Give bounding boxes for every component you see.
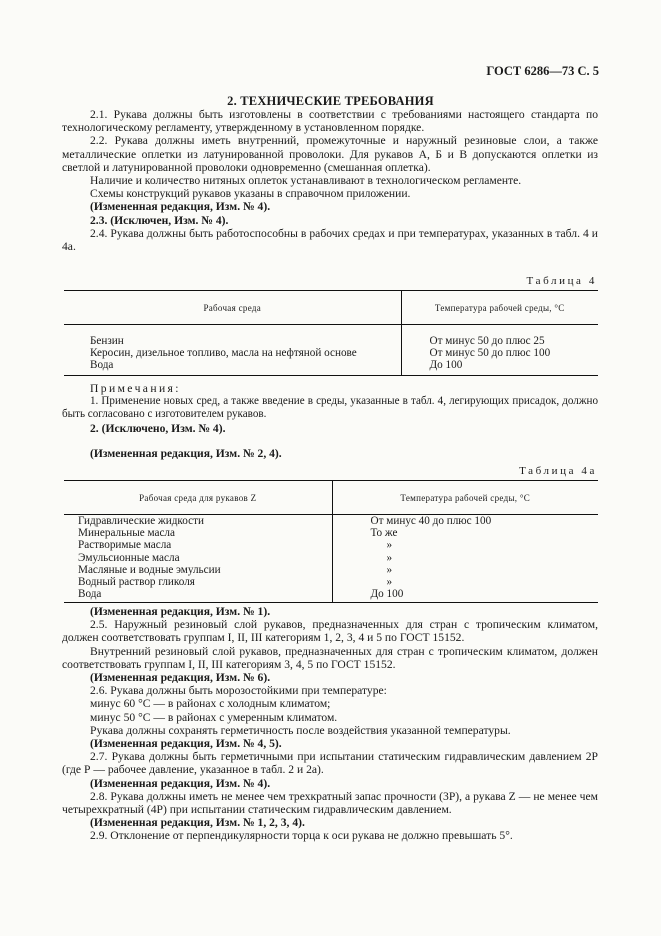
- table-4a-header-medium: Рабочая среда для рукавов Z: [64, 481, 332, 515]
- clause-2-7: 2.7. Рукава должны быть герметичными при испытании статическим гидравлическим давлением 2Р (где Р — рабочее давление, указанное в табл. 2 и 2а).: [62, 750, 598, 777]
- requirements-block-1: [62, 108, 598, 253]
- clause-2-8: 2.8. Рукава должны иметь не менее чем трехкратный запас прочности (3Р), а рукава Z — не менее чем четырехкратный (4Р) при испытании статическим гидравлическим давлением.: [62, 789, 598, 817]
- table-row: Минеральные масла То же: [64, 527, 598, 539]
- revision-note: (Измененная редакция, Изм. № 4).: [90, 776, 271, 790]
- clause-2-3: 2.3. (Исключен, Изм. № 4).: [90, 213, 229, 227]
- table-row: Растворимые масла »: [64, 539, 598, 551]
- revision-note: (Измененная редакция, Изм. № 4).: [90, 200, 271, 214]
- clause-2-5-inner-layer: Внутренний резиновый слой рукавов, предназначенных для стран с тропическим климатом, должен соответствовать группам I, II, III категориям 3, 4, 5 по ГОСТ 15152.: [62, 644, 598, 671]
- requirements-block-2: [62, 605, 598, 843]
- clause-2-2: 2.2. Рукава должны иметь внутренний, промежуточные и наружный резиновые слои, а также металлические оплетки из латунированной проволоки. Для рукавов А, Б и В допускаются оплетки из светлой и латунированной проволоки одновременно (смешанная оплетка).: [62, 134, 598, 174]
- table-4a-caption: Таблица 4а: [519, 465, 597, 477]
- clause-2-6-cold: минус 60 °С — в районах с холодным климатом;: [90, 697, 331, 711]
- revision-note: (Измененная редакция, Изм. № 1).: [90, 605, 271, 618]
- table-row: Гидравлические жидкости От минус 40 до плюс 100: [64, 515, 598, 528]
- revision-note: (Измененная редакция, Изм. № 1, 2, 3, 4).: [90, 816, 305, 830]
- table-4: [64, 290, 598, 376]
- table-row: Керосин, дизельное топливо, масла на нефтяной основе От минус 50 до плюс 100: [64, 347, 598, 359]
- table-4a-header-temperature: Температура рабочей среды, °С: [332, 481, 598, 515]
- table-4a: [64, 480, 598, 603]
- notes-revision: (Измененная редакция, Изм. № 2, 4).: [90, 446, 282, 460]
- note-2: 2. (Исключено, Изм. № 4).: [90, 421, 226, 435]
- table-4-caption: Таблица 4: [526, 275, 597, 287]
- table-row: Водный раствор гликоля »: [64, 576, 598, 588]
- document-reference: ГОСТ 6286—73 С. 5: [486, 64, 599, 78]
- notes-block: [62, 382, 598, 460]
- table-4-header-temperature: Температура рабочей среды, °С: [401, 291, 598, 325]
- table-row: Вода До 100: [64, 588, 598, 603]
- table-row: Масляные и водные эмульсии »: [64, 564, 598, 576]
- table-row: Бензин От минус 50 до плюс 25: [64, 335, 598, 347]
- table-4-header-medium: Рабочая среда: [64, 291, 401, 325]
- note-1: 1. Применение новых сред, а также введение в среды, указанные в табл. 4, легирующих присадок, должно быть согласовано с изготовителем рукавов.: [62, 395, 598, 421]
- revision-note: (Измененная редакция, Изм. № 4, 5).: [90, 737, 282, 751]
- clause-2-9: 2.9. Отклонение от перпендикулярности торца к оси рукава не должно превышать 5°.: [90, 829, 513, 843]
- clause-2-2-schemes: Схемы конструкций рукавов указаны в справочном приложении.: [90, 187, 411, 201]
- clause-2-2-braids: Наличие и количество нитяных оплеток устанавливают в технологическом регламенте.: [90, 174, 522, 188]
- section-title: 2. ТЕХНИЧЕСКИЕ ТРЕБОВАНИЯ: [227, 94, 434, 108]
- table-row: Вода До 100: [64, 359, 598, 375]
- clause-2-6-moderate: минус 50 °С — в районах с умеренным климатом.: [90, 710, 338, 724]
- clause-2-6-tightness: Рукава должны сохранять герметичность после воздействия указанной температуры.: [90, 723, 511, 737]
- clause-2-5: 2.5. Наружный резиновый слой рукавов, предназначенных для стран с тропическим климатом, должен соответствовать группам I, II, III категориям 1, 2, 3, 4 и 5 по ГОСТ 15152.: [62, 618, 598, 645]
- table-row: Эмульсионные масла »: [64, 552, 598, 564]
- notes-title: Примечания:: [90, 382, 181, 395]
- clause-2-6: 2.6. Рукава должны быть морозостойкими при температуре:: [90, 684, 387, 698]
- clause-2-4: 2.4. Рукава должны быть работоспособны в рабочих средах и при температурах, указанных в табл. 4 и 4а.: [62, 226, 598, 254]
- revision-note: (Измененная редакция, Изм. № 6).: [90, 671, 271, 685]
- clause-2-1: 2.1. Рукава должны быть изготовлены в соответствии с требованиями настоящего стандарта по технологическому регламенту, утвержденному в установленном порядке.: [62, 108, 598, 135]
